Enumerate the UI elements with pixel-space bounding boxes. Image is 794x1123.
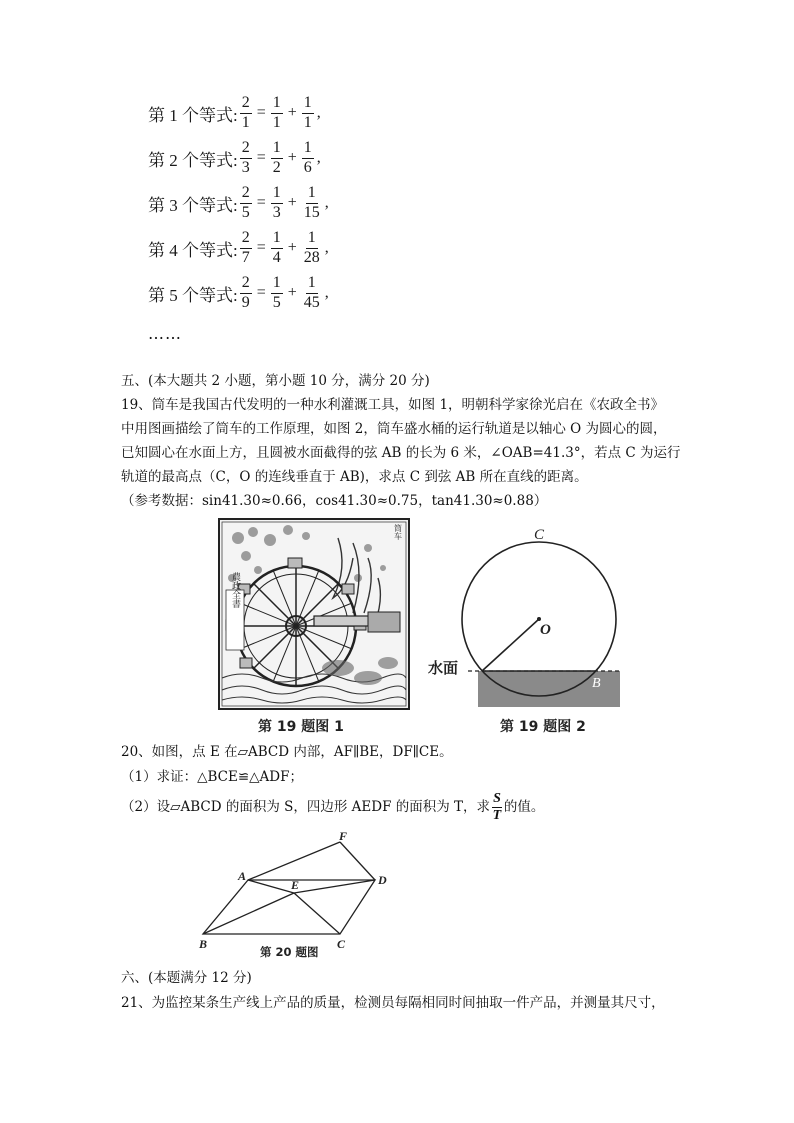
denominator: 1 <box>303 113 312 131</box>
numerator: 2 <box>240 275 252 294</box>
comma: , <box>324 194 329 211</box>
equals-sign: = <box>256 194 266 211</box>
denominator: 5 <box>272 293 281 311</box>
comma: , <box>324 239 329 256</box>
numerator: 2 <box>240 230 252 249</box>
q20-part-1: （1）求证：△BCE≌△ADF； <box>121 769 303 785</box>
equation-row-5 <box>148 271 332 315</box>
numerator: 1 <box>271 95 283 114</box>
denominator: 3 <box>272 203 281 221</box>
equation-term-2-fraction <box>302 95 314 132</box>
q20-figure-parallelogram <box>190 828 400 960</box>
numerator: 2 <box>240 140 252 159</box>
q19-text-line-4: 轨道的最高点（C，O 的连线垂直于 AB)，求点 C 到弦 AB 所在直线的距离。 <box>121 469 588 485</box>
point-O-label: O <box>540 622 551 638</box>
q19-figure-1-vertical-title: 農政全書 <box>230 572 240 608</box>
equals-sign: = <box>256 104 266 121</box>
q20-point-F: F <box>339 829 348 843</box>
equation-term-1-fraction <box>271 185 283 222</box>
q20-part-2-prefix: （2）设▱ABCD 的面积为 S，四边形 AEDF 的面积为 T，求 <box>121 799 491 815</box>
denominator: 15 <box>303 203 320 221</box>
q19-text-line-3: 已知圆心在水面上方，且圆被水面截得的弦 AB 的长为 6 米，∠OAB=41.3°，若点 C 为运行 <box>121 445 681 461</box>
denominator: 2 <box>272 158 281 176</box>
numerator: 1 <box>271 275 283 294</box>
denominator: 4 <box>272 248 281 266</box>
q20-part-2 <box>121 790 544 824</box>
numerator: 1 <box>306 230 318 249</box>
equation-label: 第 2 个等式: <box>148 150 238 170</box>
plus-sign: + <box>287 149 297 166</box>
S-over-T-fraction <box>492 792 502 823</box>
numerator: 1 <box>271 185 283 204</box>
point-C-label: C <box>534 527 545 543</box>
equation-lhs-fraction <box>240 140 252 177</box>
q20-point-E: E <box>291 878 300 892</box>
numerator: 1 <box>306 275 318 294</box>
radius-OA <box>482 619 539 671</box>
section-6-heading: 六、(本题满分 12 分) <box>121 970 252 986</box>
denominator: 7 <box>241 248 250 266</box>
q19-text-line-1: 19、筒车是我国古代发明的一种水利灌溉工具，如图 1，明朝科学家徐光启在《农政全书》 <box>121 397 665 413</box>
point-A-label: A <box>468 676 477 691</box>
denominator: 5 <box>241 203 250 221</box>
comma: , <box>324 284 329 301</box>
equation-term-1-fraction <box>271 230 283 267</box>
equals-sign: = <box>256 239 266 256</box>
plus-sign: + <box>287 104 297 121</box>
equation-row-2 <box>148 136 324 180</box>
denominator: 1 <box>272 113 281 131</box>
equation-lhs-fraction <box>240 95 252 132</box>
q20-point-B: B <box>199 937 208 951</box>
comma: , <box>316 104 321 121</box>
water-surface-label: 水面 <box>428 659 459 677</box>
equation-lhs-fraction <box>240 185 252 222</box>
comma: , <box>316 149 321 166</box>
fraction-numerator: S <box>493 791 501 806</box>
numerator: 1 <box>306 185 318 204</box>
equation-term-2-fraction <box>302 140 314 177</box>
equation-term-1-fraction <box>271 95 283 132</box>
q20-point-C: C <box>337 937 346 951</box>
q19-reference-data: （参考数据：sin41.30≈0.66，cos41.30≈0.75，tan41.30≈0.88） <box>121 493 548 509</box>
equation-ellipsis: …… <box>148 324 182 343</box>
denominator: 3 <box>241 158 250 176</box>
q20-part-2-suffix: 的值。 <box>503 799 545 815</box>
denominator: 9 <box>241 293 250 311</box>
denominator: 28 <box>303 248 320 266</box>
equation-label: 第 1 个等式: <box>148 105 238 125</box>
q20-text-line-1: 20、如图，点 E 在▱ABCD 内部，AF∥BE，DF∥CE。 <box>121 744 453 760</box>
denominator: 6 <box>303 158 312 176</box>
equation-row-3 <box>148 181 332 225</box>
q19-figure-1-corner-text: 筒车 <box>393 524 403 540</box>
point-B-label: B <box>592 676 601 691</box>
plus-sign: + <box>287 284 297 301</box>
equation-row-1 <box>148 91 324 135</box>
equals-sign: = <box>256 284 266 301</box>
plus-sign: + <box>287 239 297 256</box>
parallelogram-ABCD <box>203 880 375 934</box>
equation-term-1-fraction <box>271 275 283 312</box>
numerator: 2 <box>240 95 252 114</box>
plus-sign: + <box>287 194 297 211</box>
numerator: 1 <box>302 140 314 159</box>
equation-label: 第 3 个等式: <box>148 195 238 215</box>
denominator: 45 <box>303 293 320 311</box>
numerator: 1 <box>302 95 314 114</box>
q19-figure-2-caption: 第 19 题图 2 <box>500 719 586 735</box>
equation-label: 第 5 个等式: <box>148 285 238 305</box>
q20-point-D: D <box>378 873 387 887</box>
numerator: 1 <box>271 230 283 249</box>
fraction-denominator: T <box>492 808 502 823</box>
q20-figure-caption: 第 20 题图 <box>260 945 319 959</box>
equals-sign: = <box>256 149 266 166</box>
numerator: 1 <box>271 140 283 159</box>
q19-figure-1-caption: 第 19 题图 1 <box>258 719 344 735</box>
equation-lhs-fraction <box>240 275 252 312</box>
equation-label: 第 4 个等式: <box>148 240 238 260</box>
q19-figure-1-waterwheel-illustration <box>218 518 410 710</box>
equation-term-1-fraction <box>271 140 283 177</box>
q21-text-line-1: 21、为监控某条生产线上产品的质量，检测员每隔相同时间抽取一件产品，并测量其尺寸， <box>121 995 665 1011</box>
equation-term-2-fraction <box>302 230 322 267</box>
section-5-heading: 五、(本大题共 2 小题，第小题 10 分，满分 20 分) <box>121 373 430 389</box>
q19-figure-2-circle-diagram <box>420 520 630 710</box>
equation-term-2-fraction <box>302 185 322 222</box>
equation-row-4 <box>148 226 332 270</box>
q20-point-A: A <box>238 869 247 883</box>
equation-lhs-fraction <box>240 230 252 267</box>
numerator: 2 <box>240 185 252 204</box>
equation-term-2-fraction <box>302 275 322 312</box>
q19-text-line-2: 中用图画描绘了筒车的工作原理，如图 2，筒车盛水桶的运行轨道是以轴心 O 为圆心的圆， <box>121 421 667 437</box>
denominator: 1 <box>241 113 250 131</box>
